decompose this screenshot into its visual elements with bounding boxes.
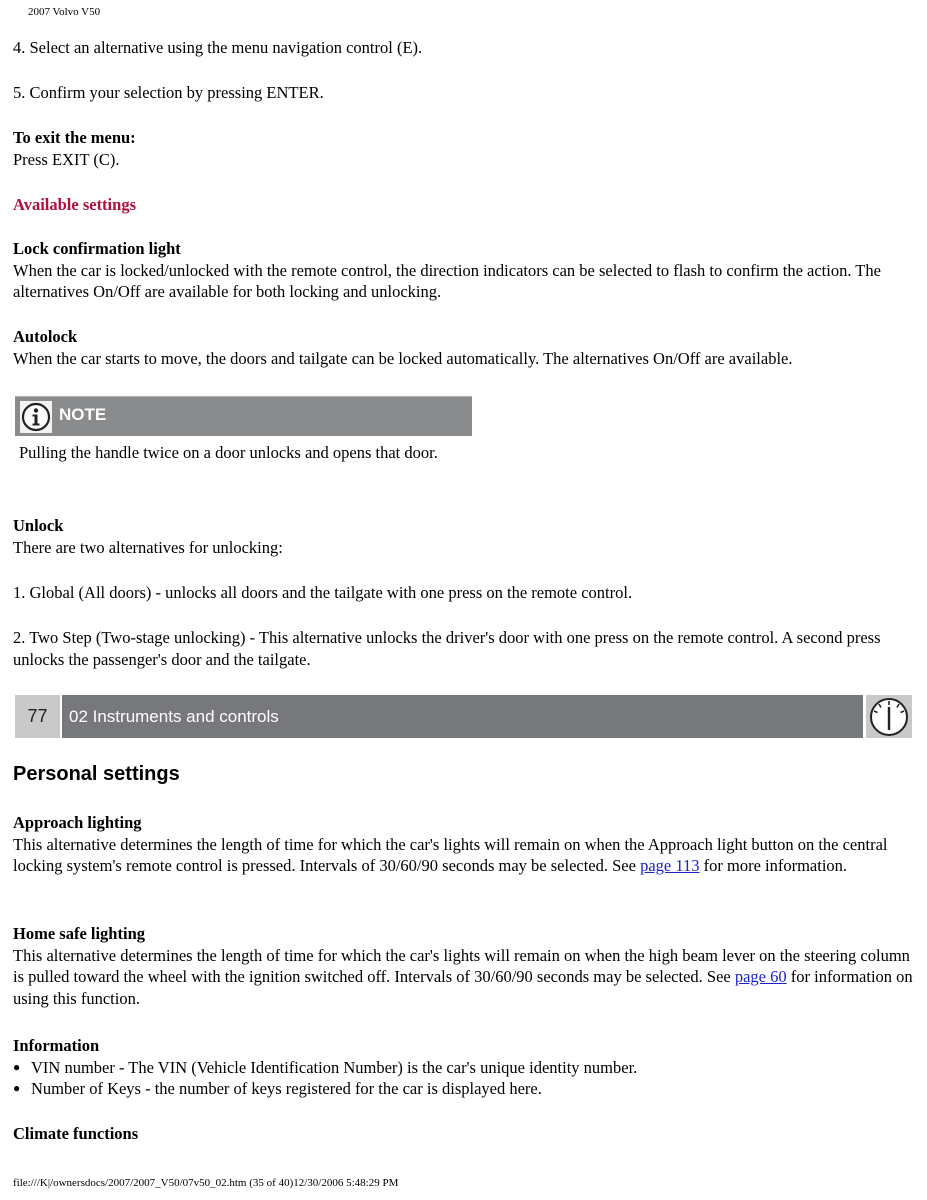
list-item: ● Number of Keys - the number of keys registered for the car is displayed here.: [13, 1078, 913, 1100]
note-text: Pulling the handle twice on a door unlocks and opens that door.: [19, 443, 438, 462]
info-icon: [20, 401, 52, 433]
step-4: 4. Select an alternative using the menu navigation control (E).: [13, 38, 423, 57]
home-safe-lighting-block: [13, 923, 913, 1009]
exit-menu-block: [13, 127, 913, 170]
approach-lighting-heading: Approach lighting: [13, 813, 142, 832]
unlock-option-1: 1. Global (All doors) - unlocks all doors and the tailgate with one press on the remote control.: [13, 583, 633, 602]
list-item: ● VIN number - The VIN (Vehicle Identification Number) is the car's unique identity number.: [13, 1057, 913, 1079]
note-label: NOTE: [59, 405, 107, 424]
unlock-block: [13, 515, 913, 558]
unlock-text: There are two alternatives for unlocking:: [13, 537, 283, 557]
exit-text: Press EXIT (C).: [13, 149, 120, 169]
approach-lighting-text: [13, 834, 913, 877]
unlock-heading: Unlock: [13, 516, 64, 535]
autolock-heading: Autolock: [13, 327, 78, 346]
page-number: 77: [15, 695, 60, 738]
lock-confirmation-text: When the car is locked/unlocked with the remote control, the direction indicators can be selected to flash to confirm the action. The alternatives On/Off are available for both locking and unlocking.: [13, 260, 881, 301]
climate-functions-heading: Climate functions: [13, 1124, 139, 1143]
home-safe-heading: Home safe lighting: [13, 924, 145, 943]
document-header: 2007 Volvo V50: [28, 6, 101, 18]
approach-lighting-block: [13, 812, 913, 877]
lock-confirmation-block: [13, 238, 913, 303]
home-safe-text-part: This alternative determines the length of time for which the car's lights will remain on when the high beam lever on the steering column is pulled toward the wheel with the ignition switched off. Intervals of 30/60/90 seconds may be selected. See: [13, 945, 910, 986]
section-bar: [15, 695, 912, 738]
approach-text-end: for more information.: [699, 856, 848, 875]
information-list: [13, 1057, 913, 1100]
home-safe-text: [13, 945, 913, 1010]
lock-confirmation-heading: Lock confirmation light: [13, 239, 181, 258]
information-block: [13, 1035, 913, 1100]
autolock-text: When the car starts to move, the doors and tailgate can be locked automatically. The alternatives On/Off are available.: [13, 348, 793, 368]
note-bar: [15, 396, 472, 436]
step-5: 5. Confirm your selection by pressing ENTER.: [13, 83, 324, 102]
page-113-link[interactable]: page 113: [640, 856, 700, 875]
section-title: 02 Instruments and controls: [62, 695, 863, 738]
footer-path: file:///K|/ownersdocs/2007/2007_V50/07v50_02.htm (35 of 40)12/30/2006 5:48:29 PM: [13, 1177, 399, 1189]
exit-heading: To exit the menu:: [13, 128, 136, 147]
home-safe-text-end: for information on using this function.: [13, 967, 913, 1008]
information-heading: Information: [13, 1036, 100, 1055]
unlock-option-2: 2. Two Step (Two-stage unlocking) - This alternative unlocks the driver's door with one press on the remote control. A second press unlocks the passenger's door and the tailgate.: [13, 628, 881, 669]
page-60-link[interactable]: page 60: [734, 967, 787, 986]
gauge-icon: [866, 695, 912, 738]
approach-text-part: This alternative determines the length of time for which the car's lights will remain on when the Approach light button on the central locking system's remote control is pressed. Intervals of 30/60/90 seconds may be selected. See: [13, 834, 888, 875]
personal-settings-title: Personal settings: [13, 763, 180, 785]
available-settings-heading: Available settings: [13, 195, 136, 214]
autolock-block: [13, 326, 913, 369]
